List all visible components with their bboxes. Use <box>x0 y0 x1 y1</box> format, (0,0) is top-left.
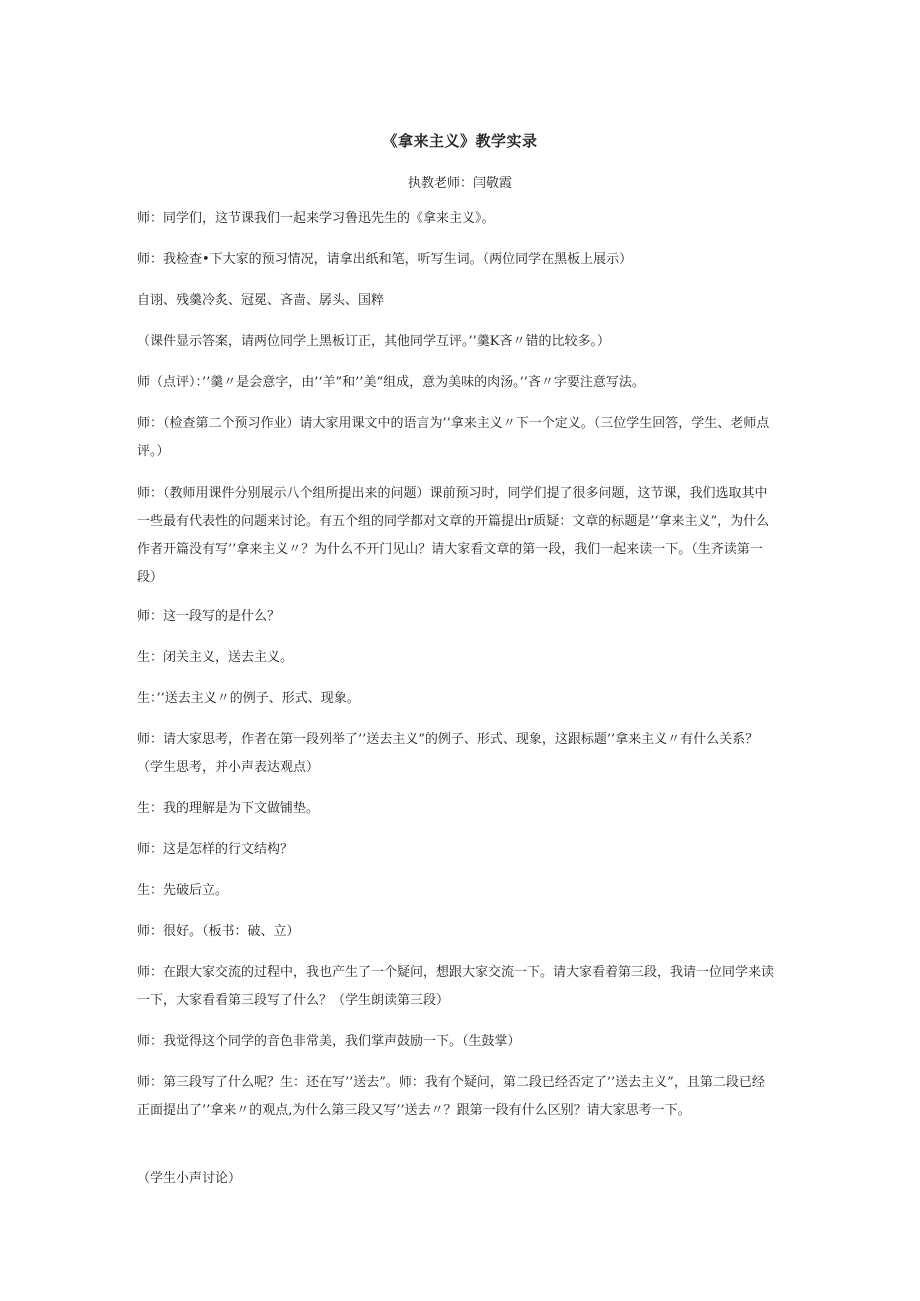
paragraph: 师：在跟大家交流的过程中，我也产生了一个疑问，想跟大家交流一下。请大家看着第三段，我请一位同学来读一下，大家看看第三段写了什么？（学生朗读第三段） <box>137 965 775 1008</box>
paragraph: （课件显示答案，请两位同学上黑板订正，其他同学互评。’’羹K吝〃错的比较多。） <box>137 334 610 349</box>
paragraph: 师：同学们，这节课我们一起来学习鲁迅先生的《拿来主义》。 <box>137 211 495 226</box>
paragraph: 自诩、残羹冷炙、冠冕、吝啬、孱头、国粹 <box>137 293 385 308</box>
paragraph: 师：我觉得这个同学的音色非常美，我们掌声鼓励一下。（生鼓掌） <box>137 1034 521 1049</box>
paragraph: （学生小声讨论） <box>137 1171 242 1186</box>
paragraph: 生：我的理解是为下文做铺垫。 <box>137 801 320 816</box>
paragraph: 师：请大家思考，作者在第一段列举了’’送去主义”的例子、形式、现象，这跟标题’’拿来主义〃有什么关系？（学生思考，并小声表达观点） <box>137 732 759 775</box>
paragraph: 生：闭关主义，送去主义。 <box>137 650 294 665</box>
paragraph: 师（点评）：’’羹〃是会意字，由’‘羊”和’’美“组成，意为美味的肉汤。’’吝〃字要注意写法。 <box>137 375 645 390</box>
paragraph: 师：这一段写的是什么？ <box>137 609 281 624</box>
paragraph: 生：’’送去主义〃的例子、形式、现象。 <box>137 691 360 706</box>
paragraph: 生：先破后立。 <box>137 883 229 898</box>
paragraph: 师：我检查•下大家的预习情况，请拿出纸和笔，听写生词。（两位同学在黑板上展示） <box>137 252 633 267</box>
paragraph: 师：很好。（板书：破、立） <box>137 924 300 939</box>
author-line: 执教老师：闫敬霞 <box>407 176 512 191</box>
paragraph: 师：这是怎样的行文结构？ <box>137 842 294 857</box>
paragraph: 师：（检查第二个预习作业）请大家用课文中的语言为’’拿来主义〃下一个定义。（三位学生回答，学生、老师点评。） <box>137 416 770 459</box>
paragraph: 师：（教师用课件分别展示八个组所提出来的问题）课前预习时，同学们提了很多问题，这节课，我们选取其中一些最有代表性的问题来讨论。有五个组的同学都对文章的开篇提出r质疑：文章的标题是’‘拿来主义”，为什么作者开篇没有写’’拿来主义〃？为什么不开门见山？请大家看文章的第一段，我们一起来读一下。（生齐读第一段） <box>137 486 770 585</box>
document-title: 《拿来主义》教学实录 <box>382 132 538 150</box>
paragraph: 师：第三段写了什么呢？生：还在写’’送去”。师：我有个疑问，第二段已经否定了’’送去主义”，且第二段已经正面提出了’’拿来〃的观点,为什么第三段又写’’送去〃？跟第一段有什么区别？请大家思考一下。 <box>137 1075 765 1118</box>
